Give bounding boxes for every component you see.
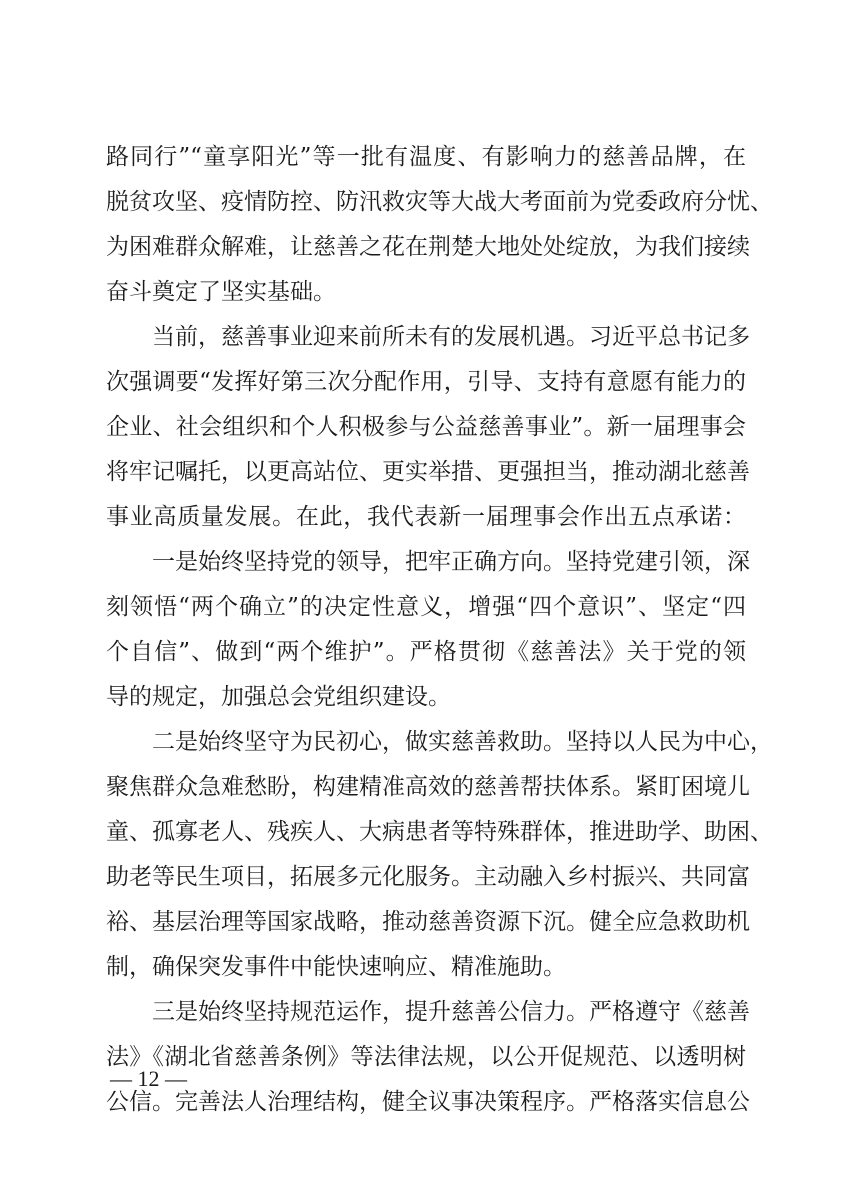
text-line: 将牢记嘱托，以更高站位、更实举措、更强担当，推动湖北慈善 <box>106 459 750 485</box>
text-line: 助老等民生项目，拓展多元化服务。主动融入乡村振兴、共同富 <box>106 864 750 890</box>
text-line: 路同行”“童享阳光”等一批有温度、有影响力的慈善品牌，在 <box>106 144 746 170</box>
text-line: 事业高质量发展。在此，我代表新一届理事会作出五点承诺： <box>106 504 746 530</box>
text-line: 脱贫攻坚、疫情防控、防汛救灾等大战大考面前为党委政府分忧、 <box>106 189 773 215</box>
text-line: 个自信”、做到“两个维护”。严格贯彻《慈善法》关于党的领 <box>106 639 746 665</box>
text-line: 奋斗奠定了坚实基础。 <box>106 279 336 305</box>
paragraph-first-line: 三是始终坚持规范运作，提升慈善公信力。严格遵守《慈善 <box>152 999 750 1025</box>
text-line: 聚焦群众急难愁盼，构建精准高效的慈善帮扶体系。紧盯困境儿 <box>106 774 750 800</box>
text-line: 公信。完善法人治理结构，健全议事决策程序。严格落实信息公 <box>106 1089 750 1115</box>
body-text <box>106 135 773 1125</box>
text-line: 童、孤寡老人、残疾人、大病患者等特殊群体，推进助学、助困、 <box>106 819 773 845</box>
text-line: 次强调要“发挥好第三次分配作用，引导、支持有意愿有能力的 <box>106 369 746 395</box>
paragraph-first-line: 二是始终坚守为民初心，做实慈善救助。坚持以人民为中心， <box>152 729 773 755</box>
paragraph-first-line: 一是始终坚持党的领导，把牢正确方向。坚持党建引领，深 <box>152 549 750 575</box>
text-line: 刻领悟“两个确立”的决定性意义，增强“四个意识”、坚定“四 <box>106 594 746 620</box>
page-number: — 12 — <box>110 1066 187 1091</box>
text-line: 为困难群众解难，让慈善之花在荆楚大地处处绽放，为我们接续 <box>106 234 750 260</box>
paragraph-first-line: 当前，慈善事业迎来前所未有的发展机遇。习近平总书记多 <box>152 324 750 350</box>
text-line: 裕、基层治理等国家战略，推动慈善资源下沉。健全应急救助机 <box>106 909 750 935</box>
text-line: 法》《湖北省慈善条例》等法律法规，以公开促规范、以透明树 <box>106 1044 746 1070</box>
text-line: 导的规定，加强总会党组织建设。 <box>106 684 451 710</box>
text-line: 企业、社会组织和个人积极参与公益慈善事业”。新一届理事会 <box>106 414 746 440</box>
text-line: 制，确保突发事件中能快速响应、精准施助。 <box>106 954 566 980</box>
